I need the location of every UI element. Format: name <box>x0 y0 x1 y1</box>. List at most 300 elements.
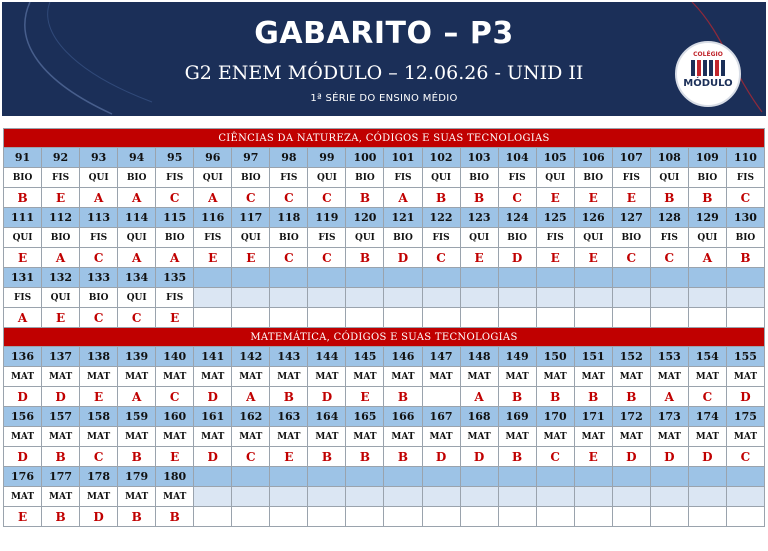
empty-cell <box>574 507 612 527</box>
empty-cell <box>650 467 688 487</box>
question-number: 119 <box>308 208 346 228</box>
question-number: 146 <box>384 347 422 367</box>
empty-cell <box>422 268 460 288</box>
answer-letter: D <box>4 447 42 467</box>
question-number-row <box>4 268 765 288</box>
subject-code: MAT <box>384 367 422 387</box>
section-title: MATEMÁTICA, CÓDIGOS E SUAS TECNOLOGIAS <box>4 328 765 347</box>
subject-code: MAT <box>118 427 156 447</box>
answer-letter: B <box>650 188 688 208</box>
subject-code: QUI <box>80 168 118 188</box>
answer-letter: A <box>118 188 156 208</box>
subject-code: MAT <box>156 487 194 507</box>
subject-code: MAT <box>612 427 650 447</box>
empty-cell <box>536 308 574 328</box>
empty-cell <box>384 268 422 288</box>
empty-cell <box>232 268 270 288</box>
answer-letter: D <box>80 507 118 527</box>
answer-letter: C <box>612 248 650 268</box>
question-number: 100 <box>346 148 384 168</box>
question-number: 97 <box>232 148 270 168</box>
empty-cell <box>346 507 384 527</box>
question-number: 176 <box>4 467 42 487</box>
subject-code: QUI <box>536 168 574 188</box>
empty-cell <box>650 487 688 507</box>
answer-letter: B <box>422 188 460 208</box>
empty-cell <box>650 288 688 308</box>
question-number: 180 <box>156 467 194 487</box>
empty-cell <box>650 308 688 328</box>
empty-cell <box>308 467 346 487</box>
subject-code: MAT <box>270 427 308 447</box>
question-number-row <box>4 208 765 228</box>
answer-letter: A <box>156 248 194 268</box>
question-number: 179 <box>118 467 156 487</box>
empty-cell <box>498 487 536 507</box>
subject-code: QUI <box>42 288 80 308</box>
subject-code: QUI <box>650 168 688 188</box>
question-number: 125 <box>536 208 574 228</box>
answer-letter: C <box>232 447 270 467</box>
question-number: 136 <box>4 347 42 367</box>
subject-code: BIO <box>688 168 726 188</box>
subject-code: FIS <box>536 228 574 248</box>
answer-letter: B <box>498 447 536 467</box>
question-number: 92 <box>42 148 80 168</box>
subject-code: FIS <box>80 228 118 248</box>
question-number: 169 <box>498 407 536 427</box>
subject-code: MAT <box>232 427 270 447</box>
empty-cell <box>308 308 346 328</box>
subject-code: FIS <box>156 168 194 188</box>
question-number: 122 <box>422 208 460 228</box>
question-number: 116 <box>194 208 232 228</box>
empty-cell <box>346 268 384 288</box>
answer-letter: C <box>118 308 156 328</box>
subject-code: BIO <box>726 228 764 248</box>
answer-letter: B <box>536 387 574 407</box>
answer-letter: E <box>156 447 194 467</box>
question-number: 107 <box>612 148 650 168</box>
subject-code: BIO <box>460 168 498 188</box>
question-number: 135 <box>156 268 194 288</box>
answer-letter: D <box>194 447 232 467</box>
answer-letter: D <box>460 447 498 467</box>
answer-letter <box>422 387 460 407</box>
empty-cell <box>270 467 308 487</box>
answer-letter: B <box>384 447 422 467</box>
question-number: 91 <box>4 148 42 168</box>
subject-code: MAT <box>194 427 232 447</box>
subject-code: MAT <box>308 427 346 447</box>
subject-code: QUI <box>118 288 156 308</box>
question-number: 128 <box>650 208 688 228</box>
subject-code: MAT <box>232 367 270 387</box>
question-number: 94 <box>118 148 156 168</box>
subject-code: MAT <box>384 427 422 447</box>
subject-code: MAT <box>118 487 156 507</box>
subject-code: BIO <box>270 228 308 248</box>
subject-code: BIO <box>612 228 650 248</box>
empty-cell <box>270 308 308 328</box>
subject-code: QUI <box>4 228 42 248</box>
subject-code: QUI <box>688 228 726 248</box>
subject-code: MAT <box>726 367 764 387</box>
empty-cell <box>232 288 270 308</box>
empty-cell <box>612 507 650 527</box>
question-number: 111 <box>4 208 42 228</box>
answer-letter: E <box>536 188 574 208</box>
question-number: 106 <box>574 148 612 168</box>
answer-letter: D <box>4 387 42 407</box>
empty-cell <box>688 507 726 527</box>
subject-code: MAT <box>346 367 384 387</box>
answer-letter: C <box>270 188 308 208</box>
empty-cell <box>460 288 498 308</box>
empty-cell <box>536 507 574 527</box>
empty-cell <box>612 467 650 487</box>
subject-code: MAT <box>688 367 726 387</box>
answer-letter: E <box>80 387 118 407</box>
question-number: 143 <box>270 347 308 367</box>
question-number-row <box>4 467 765 487</box>
empty-cell <box>574 487 612 507</box>
question-number: 157 <box>42 407 80 427</box>
empty-cell <box>384 288 422 308</box>
empty-cell <box>574 268 612 288</box>
subject-code-row <box>4 367 765 387</box>
question-number: 163 <box>270 407 308 427</box>
empty-cell <box>384 308 422 328</box>
answer-letter: E <box>460 248 498 268</box>
question-number: 173 <box>650 407 688 427</box>
question-number: 148 <box>460 347 498 367</box>
answer-letter: C <box>232 188 270 208</box>
subject-code: MAT <box>650 367 688 387</box>
answer-letter: B <box>612 387 650 407</box>
question-number: 117 <box>232 208 270 228</box>
answer-letter: E <box>156 308 194 328</box>
question-number: 140 <box>156 347 194 367</box>
question-number: 166 <box>384 407 422 427</box>
empty-cell <box>194 487 232 507</box>
question-number: 113 <box>80 208 118 228</box>
subject-code: MAT <box>460 427 498 447</box>
question-number: 114 <box>118 208 156 228</box>
answer-letter: A <box>118 387 156 407</box>
answer-letter: C <box>156 188 194 208</box>
subject-code: MAT <box>498 427 536 447</box>
answer-letter: D <box>384 248 422 268</box>
empty-cell <box>498 507 536 527</box>
answer-letter-row <box>4 507 765 527</box>
subject-code: QUI <box>346 228 384 248</box>
question-number: 102 <box>422 148 460 168</box>
subject-code: MAT <box>612 367 650 387</box>
answer-letter: B <box>42 507 80 527</box>
empty-cell <box>308 487 346 507</box>
empty-cell <box>650 268 688 288</box>
answer-letter: C <box>80 447 118 467</box>
empty-cell <box>536 467 574 487</box>
subject-code: FIS <box>156 288 194 308</box>
question-number: 96 <box>194 148 232 168</box>
empty-cell <box>460 467 498 487</box>
subject-code: MAT <box>346 427 384 447</box>
question-number: 118 <box>270 208 308 228</box>
subject-code: MAT <box>194 367 232 387</box>
empty-cell <box>384 507 422 527</box>
empty-cell <box>194 288 232 308</box>
answer-letter: C <box>650 248 688 268</box>
logo-top-text: COLÉGIO <box>693 51 723 58</box>
empty-cell <box>460 268 498 288</box>
empty-cell <box>726 487 764 507</box>
subject-code: MAT <box>80 367 118 387</box>
answer-letter: B <box>574 387 612 407</box>
question-number: 168 <box>460 407 498 427</box>
subject-code: FIS <box>422 228 460 248</box>
subject-code: MAT <box>574 427 612 447</box>
answer-letter: C <box>688 387 726 407</box>
answer-letter: C <box>308 248 346 268</box>
school-logo <box>675 41 741 107</box>
empty-cell <box>270 288 308 308</box>
question-number: 145 <box>346 347 384 367</box>
subject-code: FIS <box>4 288 42 308</box>
subject-code: FIS <box>42 168 80 188</box>
question-number: 162 <box>232 407 270 427</box>
question-number: 155 <box>726 347 764 367</box>
question-number: 103 <box>460 148 498 168</box>
subject-code-row <box>4 288 765 308</box>
subject-code: MAT <box>422 427 460 447</box>
question-number: 153 <box>650 347 688 367</box>
question-number: 123 <box>460 208 498 228</box>
answer-letter: E <box>4 507 42 527</box>
answer-letter: B <box>346 447 384 467</box>
question-number: 98 <box>270 148 308 168</box>
answer-letter: B <box>4 188 42 208</box>
question-number: 139 <box>118 347 156 367</box>
empty-cell <box>384 467 422 487</box>
empty-cell <box>346 467 384 487</box>
subject-code: BIO <box>4 168 42 188</box>
subject-code: MAT <box>42 367 80 387</box>
answer-letter: E <box>270 447 308 467</box>
answer-letter: C <box>536 447 574 467</box>
answer-letter: D <box>194 387 232 407</box>
subject-code: BIO <box>346 168 384 188</box>
answer-letter: E <box>232 248 270 268</box>
subject-code: MAT <box>688 427 726 447</box>
subject-code: MAT <box>308 367 346 387</box>
empty-cell <box>612 308 650 328</box>
question-number: 137 <box>42 347 80 367</box>
subject-code: BIO <box>80 288 118 308</box>
question-number: 121 <box>384 208 422 228</box>
answer-letter: B <box>42 447 80 467</box>
empty-cell <box>498 288 536 308</box>
subject-code: MAT <box>270 367 308 387</box>
page-subtitle: G2 ENEM MÓDULO – 12.06.26 - UNID II <box>184 62 584 84</box>
empty-cell <box>460 308 498 328</box>
question-number: 134 <box>118 268 156 288</box>
question-number: 147 <box>422 347 460 367</box>
empty-cell <box>384 487 422 507</box>
question-number: 120 <box>346 208 384 228</box>
empty-cell <box>536 288 574 308</box>
question-number: 93 <box>80 148 118 168</box>
subject-code: QUI <box>118 228 156 248</box>
answer-letter: B <box>270 387 308 407</box>
answer-letter: C <box>270 248 308 268</box>
answer-letter: E <box>574 248 612 268</box>
empty-cell <box>688 467 726 487</box>
section-header-row <box>4 129 765 148</box>
subject-code: FIS <box>650 228 688 248</box>
question-number: 174 <box>688 407 726 427</box>
answer-letter: E <box>346 387 384 407</box>
question-number: 170 <box>536 407 574 427</box>
subject-code: BIO <box>42 228 80 248</box>
subject-code: MAT <box>80 487 118 507</box>
section-title: CIÊNCIAS DA NATUREZA, CÓDIGOS E SUAS TECNOLOGIAS <box>4 129 765 148</box>
empty-cell <box>460 487 498 507</box>
answer-letter: B <box>346 248 384 268</box>
empty-cell <box>346 487 384 507</box>
subject-code: MAT <box>42 487 80 507</box>
answer-letter: B <box>118 447 156 467</box>
answer-letter: C <box>498 188 536 208</box>
answer-letter: E <box>536 248 574 268</box>
empty-cell <box>422 308 460 328</box>
answer-letter: A <box>232 387 270 407</box>
subject-code: MAT <box>574 367 612 387</box>
empty-cell <box>574 308 612 328</box>
answer-letter: B <box>688 188 726 208</box>
answer-letter: C <box>156 387 194 407</box>
subject-code-row <box>4 168 765 188</box>
answer-letter: D <box>498 248 536 268</box>
empty-cell <box>422 487 460 507</box>
question-number: 95 <box>156 148 194 168</box>
question-number: 150 <box>536 347 574 367</box>
answer-letter: C <box>308 188 346 208</box>
logo-bottom-text: MÓDULO <box>683 78 733 89</box>
answer-letter-row <box>4 447 765 467</box>
empty-cell <box>574 288 612 308</box>
answer-letter: C <box>80 308 118 328</box>
empty-cell <box>460 507 498 527</box>
answer-letter: C <box>726 188 764 208</box>
subject-code: MAT <box>536 367 574 387</box>
question-number: 127 <box>612 208 650 228</box>
empty-cell <box>726 288 764 308</box>
subject-code: MAT <box>118 367 156 387</box>
subject-code: MAT <box>80 427 118 447</box>
question-number: 161 <box>194 407 232 427</box>
answer-letter: D <box>726 387 764 407</box>
subject-code-row <box>4 228 765 248</box>
question-number: 104 <box>498 148 536 168</box>
question-number: 152 <box>612 347 650 367</box>
answer-key-table <box>3 128 765 527</box>
empty-cell <box>498 467 536 487</box>
question-number: 130 <box>726 208 764 228</box>
question-number: 165 <box>346 407 384 427</box>
empty-cell <box>232 308 270 328</box>
question-number: 138 <box>80 347 118 367</box>
answer-letter: E <box>42 308 80 328</box>
question-number: 171 <box>574 407 612 427</box>
answer-letter: B <box>156 507 194 527</box>
subject-code: BIO <box>118 168 156 188</box>
subject-code: MAT <box>498 367 536 387</box>
question-number: 126 <box>574 208 612 228</box>
answer-letter: E <box>42 188 80 208</box>
question-number: 151 <box>574 347 612 367</box>
answer-letter: B <box>498 387 536 407</box>
empty-cell <box>232 487 270 507</box>
question-number: 172 <box>612 407 650 427</box>
empty-cell <box>422 467 460 487</box>
answer-letter: A <box>118 248 156 268</box>
question-number: 109 <box>688 148 726 168</box>
answer-letter: A <box>42 248 80 268</box>
question-number: 154 <box>688 347 726 367</box>
empty-cell <box>194 308 232 328</box>
answer-letter: C <box>80 248 118 268</box>
logo-bars-icon <box>691 60 725 76</box>
question-number: 142 <box>232 347 270 367</box>
subject-code: MAT <box>460 367 498 387</box>
question-number: 177 <box>42 467 80 487</box>
question-number: 159 <box>118 407 156 427</box>
answer-letter-row <box>4 308 765 328</box>
answer-letter: C <box>422 248 460 268</box>
answer-letter: A <box>4 308 42 328</box>
question-number: 156 <box>4 407 42 427</box>
empty-cell <box>270 487 308 507</box>
empty-cell <box>574 467 612 487</box>
question-number: 112 <box>42 208 80 228</box>
empty-cell <box>422 288 460 308</box>
subject-code: BIO <box>232 168 270 188</box>
subject-code: MAT <box>156 427 194 447</box>
question-number: 129 <box>688 208 726 228</box>
empty-cell <box>232 467 270 487</box>
question-number: 149 <box>498 347 536 367</box>
question-number: 105 <box>536 148 574 168</box>
empty-cell <box>536 487 574 507</box>
answer-letter: A <box>80 188 118 208</box>
answer-letter: D <box>308 387 346 407</box>
empty-cell <box>726 308 764 328</box>
subject-code: BIO <box>498 228 536 248</box>
answer-letter: A <box>460 387 498 407</box>
empty-cell <box>536 268 574 288</box>
grade-label: 1ª SÉRIE DO ENSINO MÉDIO <box>310 93 458 104</box>
subject-code: MAT <box>4 487 42 507</box>
answer-letter: B <box>460 188 498 208</box>
answer-letter: E <box>194 248 232 268</box>
subject-code: BIO <box>574 168 612 188</box>
answer-letter: A <box>650 387 688 407</box>
answer-letter: C <box>726 447 764 467</box>
empty-cell <box>612 268 650 288</box>
subject-code: QUI <box>194 168 232 188</box>
